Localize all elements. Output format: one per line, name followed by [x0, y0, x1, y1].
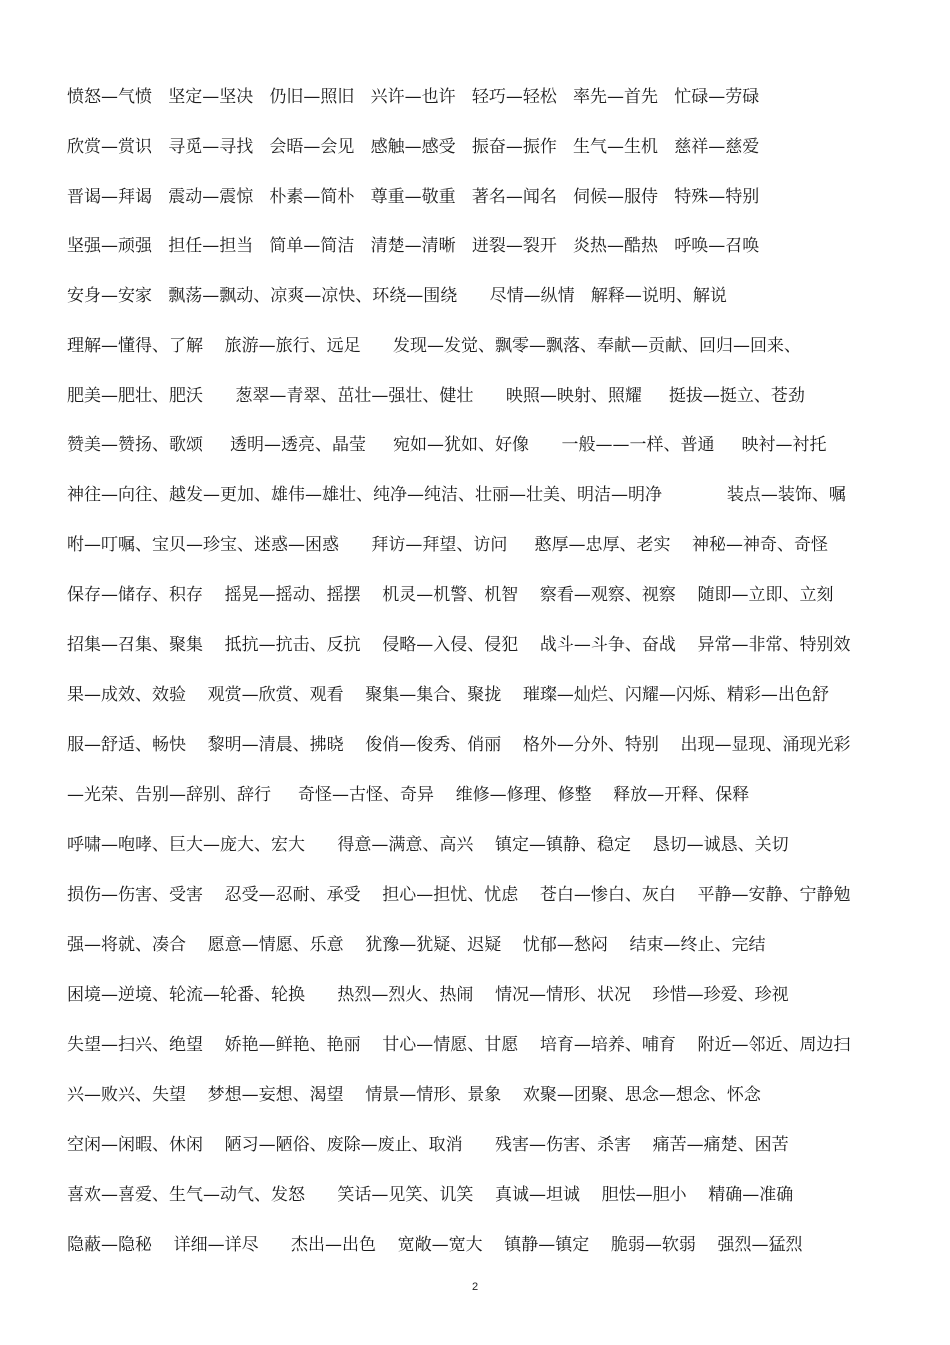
synonym-line-15: —光荣、告别—辞别、辞行 奇怪—古怪、奇异 维修—修理、修整 释放—开释、保释: [67, 785, 750, 805]
synonym-line-17: 损伤—伤害、受害 忍受—忍耐、承受 担心—担忧、忧虑 苍白—惨白、灰白 平静—安静、宁静勉: [67, 885, 851, 905]
synonym-line-3: 晋谒—拜谒 震动—震惊 朴素—简朴 尊重—敬重 著名—闻名 伺候—服侍 特殊—特别: [67, 187, 760, 207]
synonym-line-6: 理解—懂得、了解 旅游—旅行、远足 发现—发觉、飘零—飘落、奉献—贡献、回归—回来、: [67, 336, 802, 356]
synonym-line-5: 安身—安家 飘荡—飘动、凉爽—凉快、环绕—围绕 尽情—纵情 解释—说明、解说: [67, 286, 727, 306]
synonym-line-2: 欣赏—赏识 寻觅—寻找 会晤—会见 感触—感受 振奋—振作 生气—生机 慈祥—慈爱: [67, 137, 760, 157]
synonym-line-4: 坚强—顽强 担任—担当 简单—简洁 清楚—清晰 迸裂—裂开 炎热—酷热 呼唤—召唤: [67, 236, 760, 256]
synonym-line-1: 愤怒—气愤 坚定—坚决 仍旧—照旧 兴许—也许 轻巧—轻松 率先—首先 忙碌—劳碌: [67, 87, 760, 107]
synonym-line-20: 失望—扫兴、绝望 娇艳—鲜艳、艳丽 甘心—情愿、甘愿 培育—培养、哺育 附近—邻近、周边扫: [67, 1035, 851, 1055]
synonym-line-19: 困境—逆境、轮流—轮番、轮换 热烈—烈火、热闹 情况—情形、状况 珍惜—珍爱、珍视: [67, 985, 789, 1005]
synonym-line-18: 强—将就、凑合 愿意—情愿、乐意 犹豫—犹疑、迟疑 忧郁—愁闷 结束—终止、完结: [67, 935, 766, 955]
synonym-line-10: 咐—叮嘱、宝贝—珍宝、迷惑—困惑 拜访—拜望、访问 憨厚—忠厚、老实 神秘—神奇、奇怪: [67, 535, 829, 555]
page-number: 2: [471, 1281, 479, 1293]
synonym-line-22: 空闲—闲暇、休闲 陋习—陋俗、废除—废止、取消 残害—伤害、杀害 痛苦—痛楚、困苦: [67, 1135, 789, 1155]
synonym-line-21: 兴—败兴、失望 梦想—妄想、渴望 情景—情形、景象 欢聚—团聚、思念—想念、怀念: [67, 1085, 761, 1105]
synonym-line-12: 招集—召集、聚集 抵抗—抗击、反抗 侵略—入侵、侵犯 战斗—斗争、奋战 异常—非常、特别效: [67, 635, 851, 655]
synonym-line-9: 神往—向往、越发—更加、雄伟—雄壮、纯净—纯洁、壮丽—壮美、明洁—明净 装点—装饰、嘱: [67, 485, 846, 505]
synonym-line-13: 果—成效、效验 观赏—欣赏、观看 聚集—集合、聚拢 璀璨—灿烂、闪耀—闪烁、精彩—出色舒: [67, 685, 829, 705]
synonym-line-14: 服—舒适、畅快 黎明—清晨、拂晓 俊俏—俊秀、俏丽 格外—分外、特别 出现—显现、涌现光彩: [67, 735, 851, 755]
synonym-line-7: 肥美—肥壮、肥沃 葱翠—青翠、茁壮—强壮、健壮 映照—映射、照耀 挺拔—挺立、苍劲: [67, 386, 805, 406]
synonym-line-16: 呼啸—咆哮、巨大—庞大、宏大 得意—满意、高兴 镇定—镇静、稳定 恳切—诚恳、关切: [67, 835, 789, 855]
synonym-line-24: 隐蔽—隐秘 详细—详尽 杰出—出色 宽敞—宽大 镇静—镇定 脆弱—软弱 强烈—猛烈: [67, 1235, 803, 1255]
synonym-line-11: 保存—储存、积存 摇晃—摇动、摇摆 机灵—机警、机智 察看—观察、视察 随即—立即、立刻: [67, 585, 834, 605]
synonym-line-8: 赞美—赞扬、歌颂 透明—透亮、晶莹 宛如—犹如、好像 一般——一样、普通 映衬—衬托: [67, 435, 827, 455]
synonym-line-23: 喜欢—喜爱、生气—动气、发怒 笑话—见笑、讥笑 真诚—坦诚 胆怯—胆小 精确—准确: [67, 1185, 794, 1205]
